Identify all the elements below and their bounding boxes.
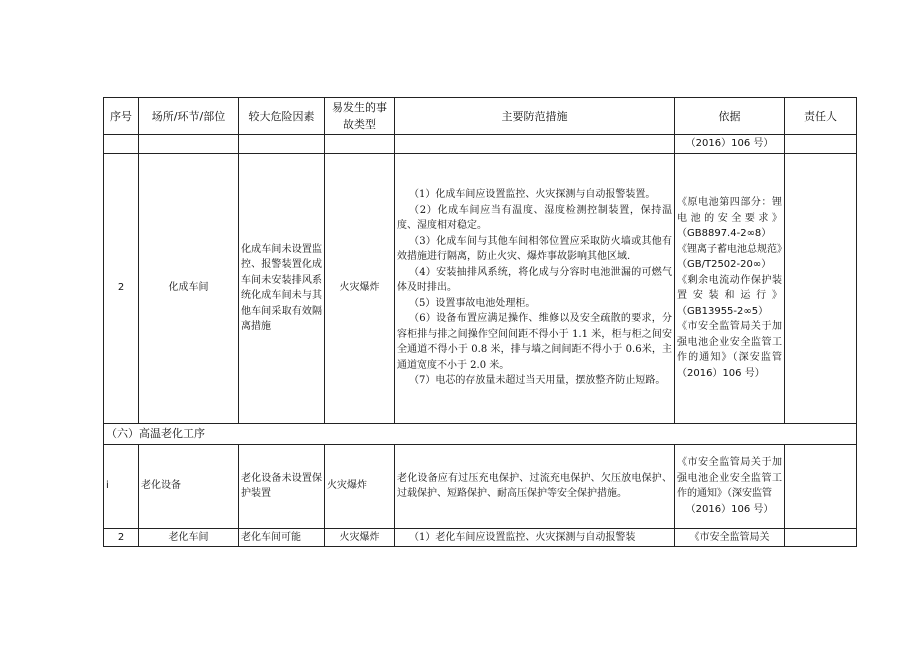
row-accident-type: 火灾爆炸 — [325, 528, 395, 547]
row-basis — [675, 153, 785, 423]
row-risk: 老化车间可能 — [239, 528, 325, 547]
row-place: 化成车间 — [139, 153, 239, 423]
section-title: （六）高温老化工序 — [104, 423, 857, 444]
header-place: 场所/环节/部位 — [139, 98, 239, 135]
row-basis: 《市安全监管局关 — [675, 528, 785, 547]
row-owner — [785, 444, 857, 528]
risk-table — [103, 97, 857, 547]
row-measures — [395, 153, 675, 423]
row-no: i — [104, 444, 139, 528]
row-risk: 老化设备未设置保护装置 — [239, 444, 325, 528]
header-risk: 较大危险因素 — [239, 98, 325, 135]
row-owner — [785, 528, 857, 547]
basis-line: 《剩余电流动作保护装置安装和运行》（GB13955-2∞5） — [677, 274, 782, 317]
row-measures: 老化设备应有过压充电保护、过流充电保护、欠压放电保护、过载保护、短路保护、耐高压保护等安全保护措施。 — [395, 444, 675, 528]
row-place: 老化设备 — [139, 444, 239, 528]
row-owner — [785, 153, 857, 423]
basis-line: 《市安全监管局关于加强电池企业安全监管工作的通知》（深安监管 — [677, 457, 782, 500]
measure-line: （4）安装抽排风系统，将化成与分容时电池泄漏的可燃气体及时排出。 — [397, 266, 672, 294]
row-risk: 化成车间未设置监控、报警装置化成车间未安装排风系统化成车间未与其他车间采取有效隔离措施 — [239, 153, 325, 423]
row-no: 2 — [104, 153, 139, 423]
basis-line: 《原电池第四部分：锂电池的安全要求》（GB8897.4-2∞8） — [677, 197, 782, 240]
row-accident-type: 火灾爆炸 — [325, 444, 395, 528]
header-basis: 依据 — [675, 98, 785, 135]
row-no: 2 — [104, 528, 139, 547]
measure-line: （6）设备布置应满足操作、维修以及安全疏散的要求，分容柜排与排之间操作空间间距不得小于 1.1 米，柜与柜之间安全通道不得小于 0.8 米，排与墙之间间距不得小于 0.6米，主通道宽度不小于 2.0 米。 — [397, 313, 672, 371]
measure-line: （2）化成车间应当有温度、湿度检测控制装置，保持温度、湿度相对稳定。 — [397, 204, 672, 232]
table-row — [104, 444, 857, 528]
section-row — [104, 423, 857, 444]
header-row — [104, 98, 857, 135]
measure-line: （7）电芯的存放量未超过当天用量，摆放整齐防止短路。 — [409, 375, 666, 387]
basis-line: （2016）106 号） — [685, 503, 774, 515]
measure-line: （3）化成车间与其他车间相邻位置应采取防火墙或其他有效措施进行隔离，防止火灾、爆炸事故影响其他区域. — [397, 235, 672, 263]
row-basis — [675, 444, 785, 528]
table-row — [104, 528, 857, 547]
measure-line: （5）设置事故电池处理柜。 — [409, 297, 536, 309]
table-row — [104, 153, 857, 423]
basis-line: 《市安全监管局关于加强电池企业安全监管工作的通知》（深安监管（2016）106 号） — [677, 321, 782, 379]
row-accident-type: 火灾爆炸 — [325, 153, 395, 423]
measure-line: （1）化成车间应设置监控、火灾探测与自动报警装置。 — [409, 189, 656, 201]
header-no: 序号 — [104, 98, 139, 135]
header-owner: 责任人 — [785, 98, 857, 135]
continuation-basis: （2016）106 号） — [675, 135, 785, 154]
row-measures: （1）老化车间应设置监控、火灾探测与自动报警装 — [395, 528, 675, 547]
continuation-row — [104, 135, 857, 154]
header-accident-type: 易发生的事故类型 — [325, 98, 395, 135]
header-measures: 主要防范措施 — [395, 98, 675, 135]
basis-line: 《锂离子蓄电池总规范》（GB/T2502-20∞） — [677, 243, 782, 271]
row-place: 老化车间 — [139, 528, 239, 547]
